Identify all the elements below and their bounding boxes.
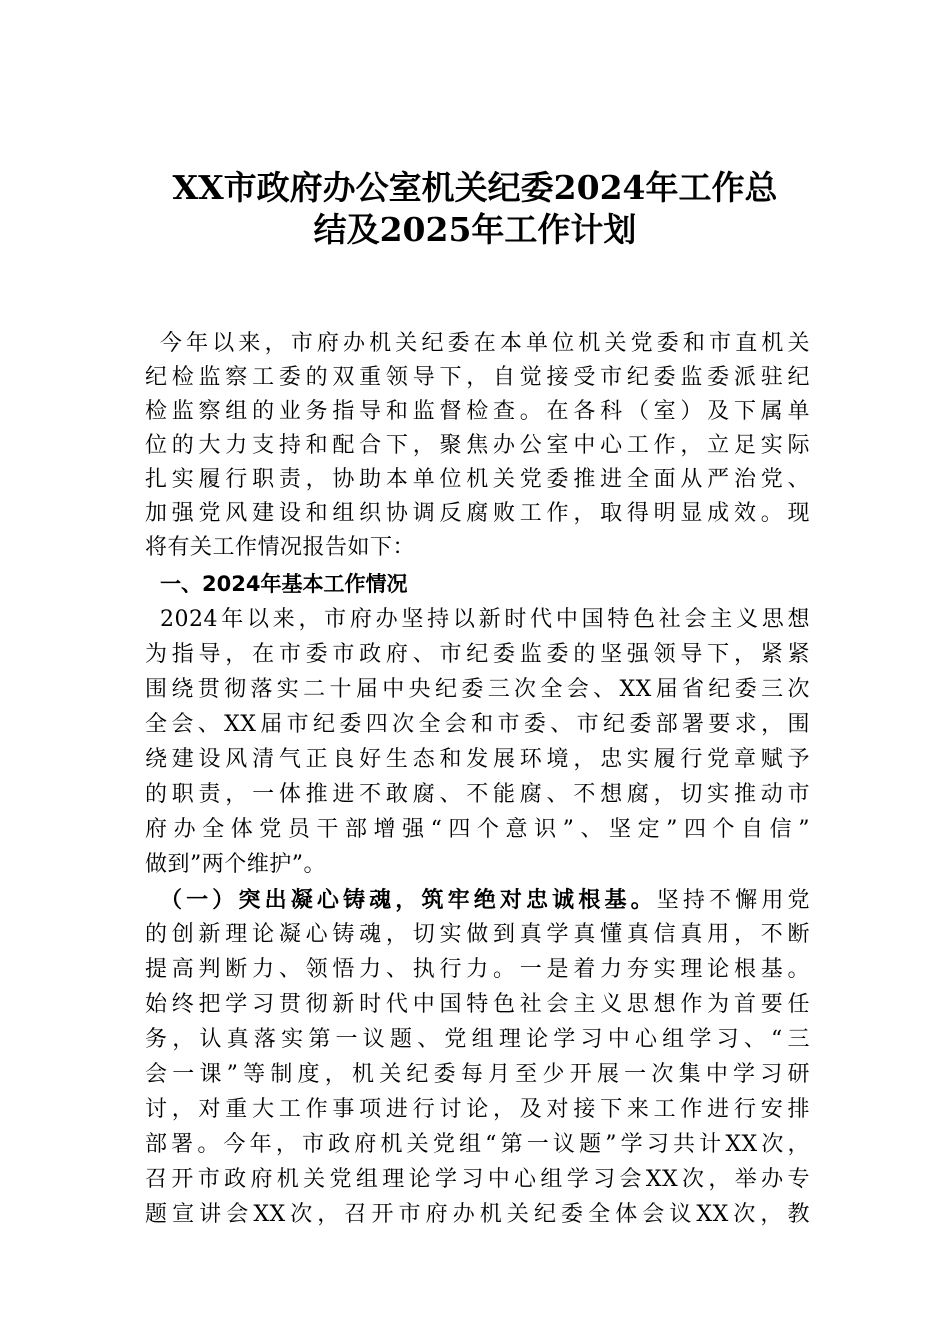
section-1-line: 2024年以来，市府办坚持以新时代中国特色社会主义思想 [160, 607, 810, 632]
section-1-line: 府办全体党员干部增强“四个意识”、坚定”四个自信” [145, 817, 810, 842]
subsection-1-line: 召开市政府机关党组理论学习中心组学习会XX次，举办专 [145, 1167, 810, 1192]
subsection-1-first-line-text: 坚持不懈用党 [656, 888, 810, 913]
subsection-1-line: 的创新理论凝心铸魂，切实做到真学真懂真信真用，不断 [145, 922, 810, 947]
subsection-1-line: 部署。今年，市政府机关党组“第一议题”学习共计XX次， [145, 1132, 810, 1157]
section-heading: 一、2024年基本工作情况 [160, 572, 408, 596]
intro-line: 今年以来，市府办机关纪委在本单位机关党委和市直机关 [160, 331, 810, 356]
section-1-line: 围绕贯彻落实二十届中央纪委三次全会、XX届省纪委三次 [145, 677, 810, 702]
section-1-line: 的职责，一体推进不敢腐、不能腐、不想腐，切实推动市 [145, 782, 810, 807]
section-1-line: 绕建设风清气正良好生态和发展环境，忠实履行党章赋予 [145, 747, 810, 772]
subsection-1-line: 提高判断力、领悟力、执行力。一是着力夯实理论根基。 [145, 957, 810, 982]
intro-line: 检监察组的业务指导和监督检查。在各科（室）及下属单 [145, 399, 810, 424]
intro-line: 将有关工作情况报告如下： [145, 535, 416, 560]
intro-line: 扎实履行职责，协助本单位机关党委推进全面从严治党、 [145, 467, 810, 492]
subsection-1-line: 会一课”等制度，机关纪委每月至少开展一次集中学习研 [145, 1062, 810, 1087]
subsection-1-heading: （一）突出凝心铸魂，筑牢绝对忠诚根基。 [160, 887, 657, 913]
document-title-line-1: XX市政府办公室机关纪委2024年工作总 [172, 168, 778, 207]
intro-line: 纪检监察工委的双重领导下，自觉接受市纪委监委派驻纪 [145, 365, 810, 390]
subsection-1-first-line [160, 884, 810, 917]
subsection-1-line: 始终把学习贯彻新时代中国特色社会主义思想作为首要任 [145, 992, 810, 1017]
subsection-1-line: 题宣讲会XX次，召开市府办机关纪委全体会议XX次，教 [145, 1202, 810, 1227]
section-1-line: 做到”两个维护”。 [145, 852, 326, 877]
intro-line: 加强党风建设和组织协调反腐败工作，取得明显成效。现 [145, 501, 810, 526]
section-1-line: 为指导，在市委市政府、市纪委监委的坚强领导下，紧紧 [145, 642, 810, 667]
subsection-1-line: 务，认真落实第一议题、党组理论学习中心组学习、“三 [145, 1027, 810, 1052]
subsection-1-line: 讨，对重大工作事项进行讨论，及对接下来工作进行安排 [145, 1097, 810, 1122]
document-title-line-2: 结及2025年工作计划 [313, 210, 637, 249]
section-1-line: 全会、XX届市纪委四次全会和市委、市纪委部署要求，围 [145, 712, 810, 737]
intro-line: 位的大力支持和配合下，聚焦办公室中心工作，立足实际 [145, 433, 810, 458]
